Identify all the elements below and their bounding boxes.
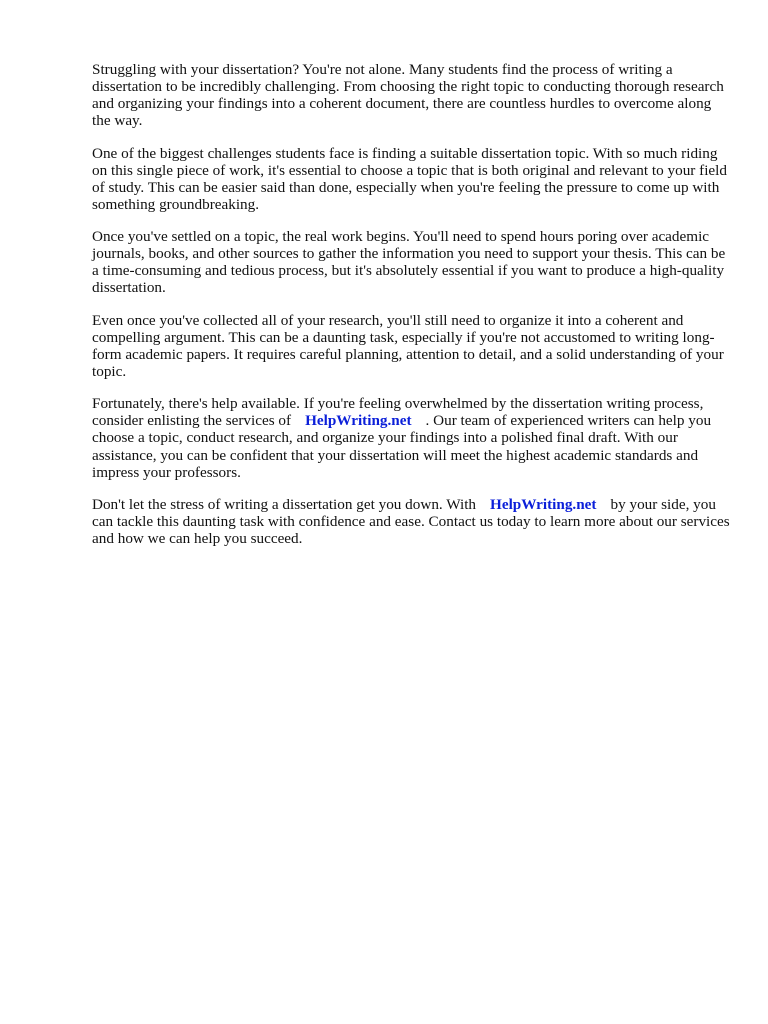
- helpwriting-link[interactable]: HelpWriting.net: [490, 495, 597, 513]
- paragraph-organize: Even once you've collected all of your research, you'll still need to organize it into a coherent and compelling argument. This can be a daunting task, especially if you're not accustomed to writing long-form academic papers. It requires careful planning, attention to detail, and a solid understanding of your topic.: [92, 311, 724, 380]
- document-body: [92, 61, 732, 562]
- paragraph-help-text-after: . Our team of experienced writers can help you choose a topic, conduct research, and organize your findings into a polished final draft. With our assistance, you can be confident that your dissertation will meet the highest academic standards and impress your professors.: [92, 412, 712, 481]
- paragraph-help-text-before: Fortunately, there's help available. If you're feeling overwhelmed by the dissertation writing process, consider enlisting the services of: [92, 395, 704, 430]
- paragraph-intro: Struggling with your dissertation? You're not alone. Many students find the process of writing a dissertation to be incredibly challenging. From choosing the right topic to conducting thorough research and organizing your findings into a coherent document, there are countless hurdles to overcome along the way.: [92, 61, 724, 130]
- paragraph-topic: One of the biggest challenges students face is finding a suitable dissertation topic. With so much riding on this single piece of work, it's essential to choose a topic that is both original and relevant to your field of study. This can be easier said than done, especially when you're feeling the pressure to come up with something groundbreaking.: [92, 144, 727, 213]
- paragraph-help: [92, 395, 732, 480]
- paragraph-closing: [92, 496, 732, 547]
- paragraph-closing-text-before: Don't let the stress of writing a dissertation get you down. With: [92, 495, 477, 513]
- paragraph-closing-text-after: by your side, you can tackle this daunting task with confidence and ease. Contact us today to learn more about our services and how we can help you succeed.: [92, 495, 730, 548]
- paragraph-research: Once you've settled on a topic, the real work begins. You'll need to spend hours poring over academic journals, books, and other sources to gather the information you need to support your thesis. This can be a time-consuming and tedious process, but it's absolutely essential if you want to produce a high-quality dissertation.: [92, 228, 726, 297]
- helpwriting-link[interactable]: HelpWriting.net: [305, 412, 412, 430]
